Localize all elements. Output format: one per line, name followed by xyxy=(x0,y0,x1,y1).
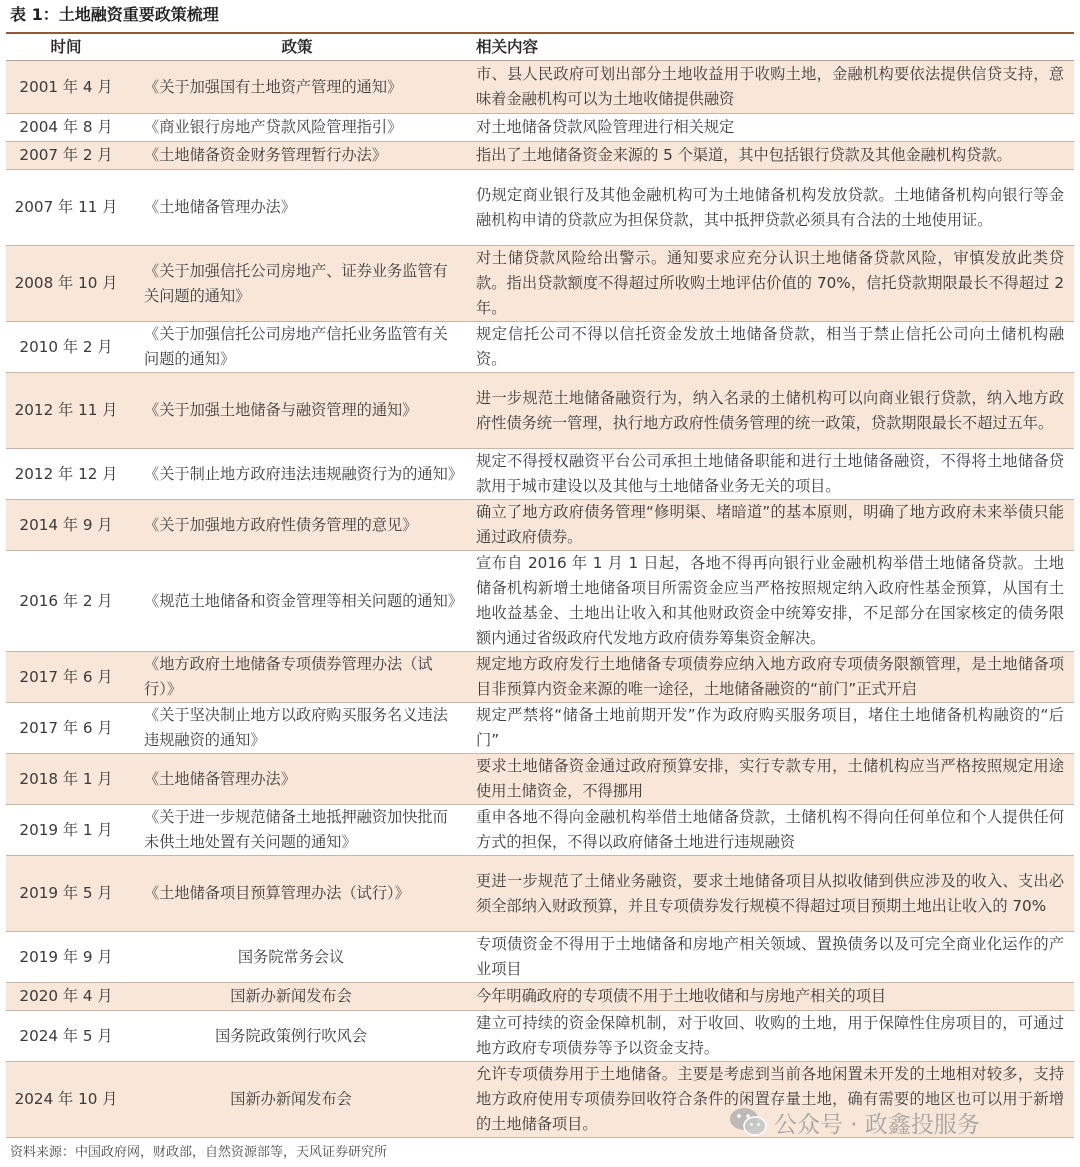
header-policy: 政策 xyxy=(126,34,468,61)
table-row xyxy=(6,373,1074,449)
table-row xyxy=(6,703,1074,754)
row-time: 2024 年 5 月 xyxy=(6,1011,126,1062)
row-policy: 《关于制止地方政府违法违规融资行为的通知》 xyxy=(126,449,468,500)
row-policy: 国新办新闻发布会 xyxy=(126,1062,468,1138)
row-content: 规定严禁将“储备土地前期开发”作为政府购买服务项目，堵住土地储备机构融资的“后门” xyxy=(468,703,1074,754)
row-time: 2017 年 6 月 xyxy=(6,703,126,754)
row-time: 2019 年 5 月 xyxy=(6,856,126,932)
table-row xyxy=(6,61,1074,114)
row-time: 2007 年 2 月 xyxy=(6,142,126,170)
row-content: 专项债资金不得用于土地储备和房地产相关领域、置换债务以及可完全商业化运作的产业项目 xyxy=(468,932,1074,983)
row-content: 仍规定商业银行及其他金融机构可为土地储备机构发放贷款。土地储备机构向银行等金融机构申请的贷款应为担保贷款，其中抵押贷款必须具有合法的土地使用证。 xyxy=(468,170,1074,246)
table-row xyxy=(6,142,1074,170)
row-policy: 《土地储备项目预算管理办法（试行）》 xyxy=(126,856,468,932)
table-header-row xyxy=(6,34,1074,61)
row-content: 建立可持续的资金保障机制，对于收回、收购的土地，用于保障性住房项目的，可通过地方政府专项债券等予以资金支持。 xyxy=(468,1011,1074,1062)
row-content: 宣布自 2016 年 1 月 1 日起，各地不得再向银行业金融机构举借土地储备贷款。土地储备机构新增土地储备项目所需资金应当严格按照规定纳入政府性基金预算，从国有土地收益基金、土地出让收入和其他财政资金中统筹安排，不足部分在国家核定的债务限额内通过省级政府代发地方政府债券筹集资金解决。 xyxy=(468,551,1074,652)
row-content: 今年明确政府的专项债不用于土地收储和与房地产相关的项目 xyxy=(468,983,1074,1011)
row-time: 2004 年 8 月 xyxy=(6,114,126,142)
row-policy: 《关于加强土地储备与融资管理的通知》 xyxy=(126,373,468,449)
row-content: 指出了土地储备资金来源的 5 个渠道，其中包括银行贷款及其他金融机构贷款。 xyxy=(468,142,1074,170)
row-policy: 国务院常务会议 xyxy=(126,932,468,983)
row-policy: 国务院政策例行吹风会 xyxy=(126,1011,468,1062)
row-content: 允许专项债券用于土地储备。主要是考虑到当前各地闲置未开发的土地相对较多，支持地方政府使用专项债券回收符合条件的闲置存量土地，确有需要的地区也可以用于新增的土地储备项目。 xyxy=(468,1062,1074,1138)
row-time: 2014 年 9 月 xyxy=(6,500,126,551)
row-policy: 《关于加强地方政府性债务管理的意见》 xyxy=(126,500,468,551)
row-time: 2020 年 4 月 xyxy=(6,983,126,1011)
row-time: 2016 年 2 月 xyxy=(6,551,126,652)
row-content: 规定不得授权融资平台公司承担土地储备职能和进行土地储备融资，不得将土地储备贷款用于城市建设以及其他与土地储备业务无关的项目。 xyxy=(468,449,1074,500)
header-content: 相关内容 xyxy=(468,34,1074,61)
row-time: 2010 年 2 月 xyxy=(6,322,126,373)
row-content: 确立了地方政府债务管理“修明渠、堵暗道”的基本原则，明确了地方政府未来举债只能通过政府债券。 xyxy=(468,500,1074,551)
row-content: 更进一步规范了土储业务融资，要求土地储备项目从拟收储到供应涉及的收入、支出必须全部纳入财政预算，并且专项债券发行规模不得超过项目预期土地出让收入的 70% xyxy=(468,856,1074,932)
row-time: 2008 年 10 月 xyxy=(6,246,126,322)
table-row xyxy=(6,322,1074,373)
header-time: 时间 xyxy=(6,34,126,61)
row-policy: 《地方政府土地储备专项债券管理办法（试行）》 xyxy=(126,652,468,703)
policy-table xyxy=(6,34,1074,1138)
row-policy: 《土地储备管理办法》 xyxy=(126,170,468,246)
table-row xyxy=(6,551,1074,652)
row-policy: 《土地储备资金财务管理暂行办法》 xyxy=(126,142,468,170)
table-row xyxy=(6,449,1074,500)
table-row xyxy=(6,932,1074,983)
row-time: 2019 年 9 月 xyxy=(6,932,126,983)
row-policy: 《关于加强信托公司房地产信托业务监管有关问题的通知》 xyxy=(126,322,468,373)
table-title: 表 1：土地融资重要政策梳理 xyxy=(10,5,219,24)
row-policy: 《关于坚决制止地方以政府购买服务名义违法违规融资的通知》 xyxy=(126,703,468,754)
row-time: 2019 年 1 月 xyxy=(6,805,126,856)
row-policy: 《关于加强信托公司房地产、证券业务监管有关问题的通知》 xyxy=(126,246,468,322)
row-time: 2017 年 6 月 xyxy=(6,652,126,703)
row-policy: 《规范土地储备和资金管理等相关问题的通知》 xyxy=(126,551,468,652)
watermark xyxy=(728,1104,980,1140)
row-time: 2012 年 12 月 xyxy=(6,449,126,500)
table-row xyxy=(6,500,1074,551)
row-content: 对土储贷款风险给出警示。通知要求应充分认识土地储备贷款风险，审慎发放此类贷款。指出贷款额度不得超过所收购土地评估价值的 70%，信托贷款期限最长不得超过 2 年。 xyxy=(468,246,1074,322)
row-time: 2007 年 11 月 xyxy=(6,170,126,246)
table-row xyxy=(6,652,1074,703)
row-policy: 《关于进一步规范储备土地抵押融资加快批而未供土地处置有关问题的通知》 xyxy=(126,805,468,856)
row-policy: 《土地储备管理办法》 xyxy=(126,754,468,805)
row-time: 2018 年 1 月 xyxy=(6,754,126,805)
table-row xyxy=(6,1011,1074,1062)
row-content: 进一步规范土地储备融资行为，纳入名录的土储机构可以向商业银行贷款，纳入地方政府性债务统一管理，执行地方政府性债务管理的统一政策，贷款期限最长不超过五年。 xyxy=(468,373,1074,449)
table-row xyxy=(6,170,1074,246)
table-row xyxy=(6,983,1074,1011)
row-time: 2024 年 10 月 xyxy=(6,1062,126,1138)
table-row xyxy=(6,246,1074,322)
wechat-icon xyxy=(728,1105,768,1139)
row-content: 市、县人民政府可划出部分土地收益用于收购土地，金融机构要依法提供信贷支持，意味着金融机构可以为土地收储提供融资 xyxy=(468,61,1074,114)
watermark-text: 公众号 · 政鑫投服务 xyxy=(774,1111,980,1138)
row-time: 2001 年 4 月 xyxy=(6,61,126,114)
source-note: 资料来源：中国政府网，财政部，自然资源部等，天风证券研究所 xyxy=(10,1145,388,1160)
row-content: 规定信托公司不得以信托资金发放土地储备贷款，相当于禁止信托公司向土储机构融资。 xyxy=(468,322,1074,373)
row-policy: 国新办新闻发布会 xyxy=(126,983,468,1011)
row-time: 2012 年 11 月 xyxy=(6,373,126,449)
table-row xyxy=(6,114,1074,142)
row-content: 重申各地不得向金融机构举借土地储备贷款，土储机构不得向任何单位和个人提供任何方式的担保，不得以政府储备土地进行违规融资 xyxy=(468,805,1074,856)
table-row xyxy=(6,754,1074,805)
row-content: 对土地储备贷款风险管理进行相关规定 xyxy=(468,114,1074,142)
row-content: 规定地方政府发行土地储备专项债券应纳入地方政府专项债务限额管理，是土地储备项目非预算内资金来源的唯一途径，土地储备融资的“前门”正式开启 xyxy=(468,652,1074,703)
row-policy: 《关于加强国有土地资产管理的通知》 xyxy=(126,61,468,114)
row-content: 要求土地储备资金通过政府预算安排，实行专款专用，土储机构应当严格按照规定用途使用土储资金，不得挪用 xyxy=(468,754,1074,805)
table-row xyxy=(6,805,1074,856)
row-policy: 《商业银行房地产贷款风险管理指引》 xyxy=(126,114,468,142)
table-row xyxy=(6,856,1074,932)
